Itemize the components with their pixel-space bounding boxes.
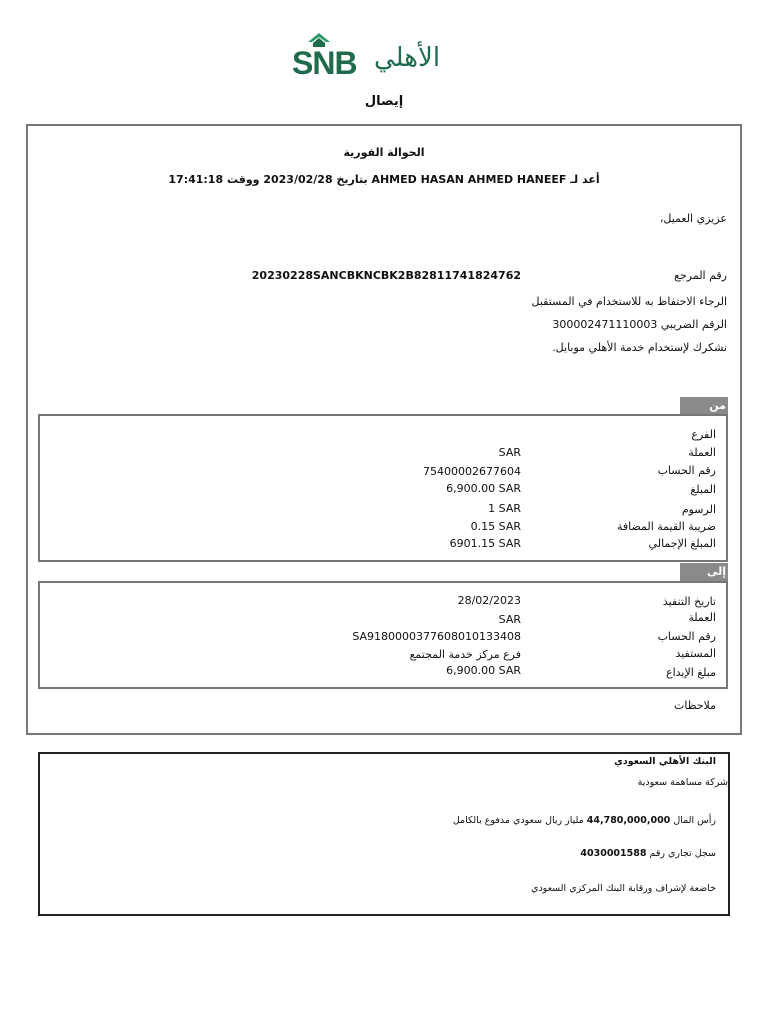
cr-number: 4030001588 bbox=[580, 848, 647, 859]
to-value-beneficiary: فرع مركز خدمة المجتمع bbox=[409, 648, 521, 661]
capital-prefix: رأس المال bbox=[673, 815, 716, 826]
prepared-prefix: أعد لـ bbox=[570, 173, 600, 186]
from-label-branch: الفرع bbox=[691, 428, 716, 441]
from-value-currency: SAR bbox=[498, 446, 521, 459]
keep-note: الرجاء الاحتفاظ به للاستخدام في المستقبل bbox=[531, 295, 727, 308]
capital-line bbox=[453, 815, 716, 826]
snb-logo bbox=[292, 33, 462, 83]
cr-line bbox=[580, 848, 716, 859]
time-word: ووقت bbox=[226, 173, 260, 186]
from-label-amount: المبلغ bbox=[690, 483, 716, 496]
from-section bbox=[38, 414, 728, 562]
company-type: شركة مساهمة سعودية bbox=[637, 777, 728, 788]
transfer-time: 17:41:18 bbox=[168, 173, 224, 186]
bank-name: البنك الأهلي السعودي bbox=[614, 756, 716, 767]
to-value-exec-date: 28/02/2023 bbox=[457, 594, 521, 607]
page-title: إيصال bbox=[364, 94, 404, 109]
reference-number: 20230228SANCBKNCBK2B82811741824762 bbox=[251, 269, 521, 282]
from-value-total: 6901.15 SAR bbox=[449, 537, 521, 550]
logo-arabic: الأهلي bbox=[374, 43, 441, 73]
to-label-deposit: مبلغ الإيداع bbox=[666, 666, 716, 679]
to-value-iban: SA9180000377608010133408 bbox=[352, 630, 521, 643]
to-value-currency: SAR bbox=[498, 613, 521, 626]
reference-label: رقم المرجع bbox=[674, 269, 727, 282]
from-value-amount: 6,900.00 SAR bbox=[446, 482, 521, 495]
to-label-currency: العملة bbox=[688, 611, 716, 624]
customer-name: AHMED HASAN AHMED HANEEF bbox=[371, 173, 567, 186]
transfer-date: 2023/02/28 bbox=[263, 173, 333, 186]
remarks-label: ملاحظات bbox=[674, 699, 716, 712]
from-value-fees: 1 SAR bbox=[488, 502, 521, 515]
tax-label: الرقم الضريبي bbox=[660, 318, 727, 331]
to-section-header: إلى bbox=[680, 563, 728, 581]
supervision-note: خاضعة لإشراف ورقابة البنك المركزي السعودي bbox=[531, 883, 716, 894]
from-label-currency: العملة bbox=[688, 446, 716, 459]
from-section-header: من bbox=[680, 397, 728, 415]
transfer-type: الحوالة الفورية bbox=[343, 146, 425, 159]
to-label-beneficiary: المستفيد bbox=[675, 647, 716, 660]
logo-latin: SNB bbox=[292, 45, 357, 81]
from-label-total: المبلغ الإجمالي bbox=[648, 537, 716, 550]
prepared-line bbox=[0, 173, 768, 186]
cr-prefix: سجل تجاري رقم bbox=[649, 848, 716, 859]
thanks-note: نشكرك لإستخدام خدمة الأهلي موبايل. bbox=[552, 341, 727, 354]
tax-line bbox=[552, 318, 727, 331]
to-value-deposit: 6,900.00 SAR bbox=[446, 664, 521, 677]
from-label-fees: الرسوم bbox=[681, 503, 716, 516]
capital-suffix: مليار ريال سعودي مدفوع بالكامل bbox=[452, 815, 584, 826]
date-word: بتاريخ bbox=[336, 173, 368, 186]
from-label-vat: ضريبة القيمة المضافة bbox=[616, 520, 716, 533]
tax-number: 300002471110003 bbox=[552, 318, 658, 331]
to-label-account: رقم الحساب bbox=[657, 630, 716, 643]
from-label-account: رقم الحساب bbox=[657, 464, 716, 477]
to-label-exec-date: تاريخ التنفيذ bbox=[662, 595, 716, 608]
greeting: عزيزي العميل، bbox=[659, 212, 727, 225]
from-value-account: 75400002677604 bbox=[423, 465, 521, 478]
from-value-vat: 0.15 SAR bbox=[470, 520, 521, 533]
capital-value: 44,780,000,000 bbox=[586, 815, 671, 826]
